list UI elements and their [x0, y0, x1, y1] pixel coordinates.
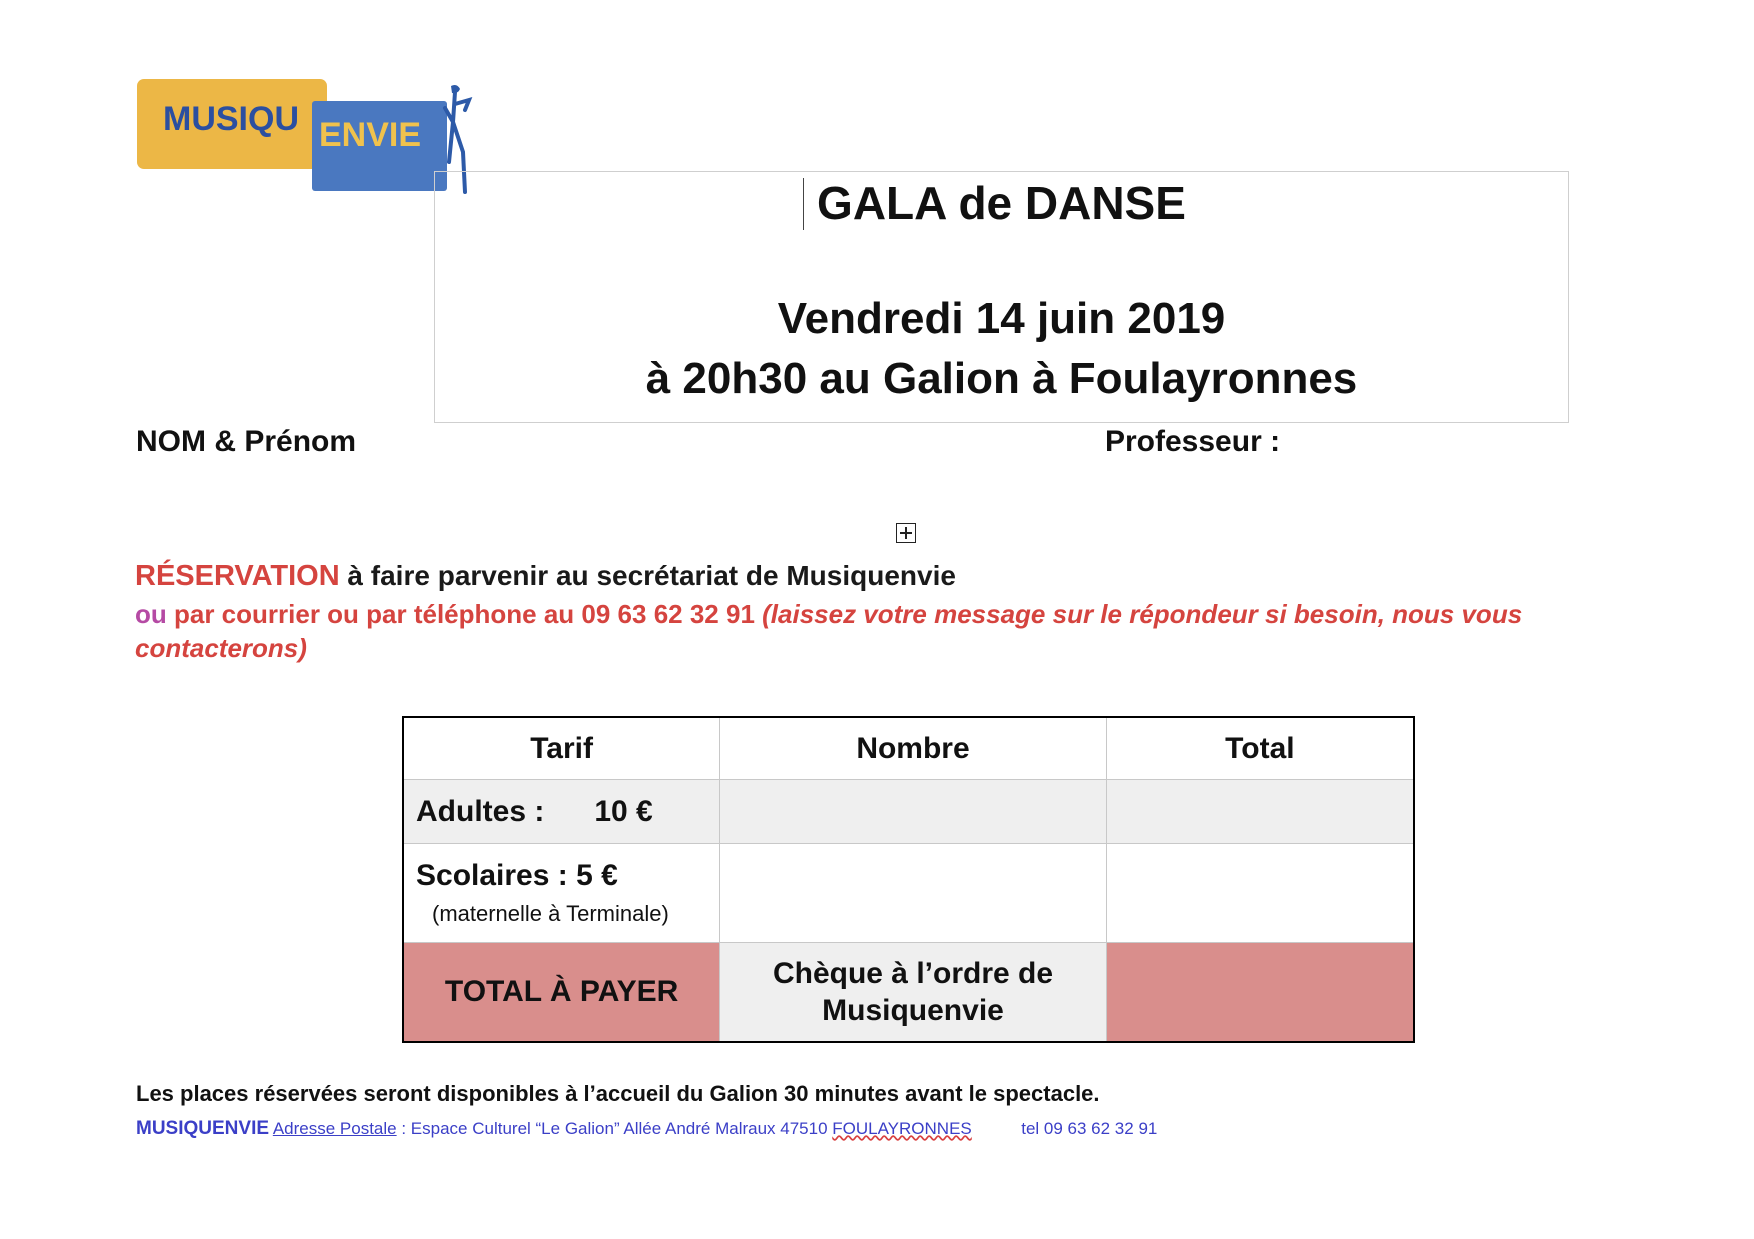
total-label: TOTAL À PAYER	[403, 943, 720, 1043]
cheque-cell	[720, 943, 1107, 1043]
header-nombre: Nombre	[720, 717, 1107, 780]
footer-address-label: Adresse Postale	[272, 1119, 397, 1138]
musiquenvie-logo	[137, 76, 477, 194]
table-anchor-icon[interactable]	[896, 523, 916, 543]
name-label: NOM & Prénom	[136, 425, 357, 458]
cheque-line2: Musiquenvie	[822, 994, 1004, 1027]
scolaires-label: Scolaires : 5 €	[416, 859, 618, 892]
event-title: GALA de DANSE	[817, 177, 1186, 229]
adultes-label: Adultes : 10 €	[403, 780, 720, 844]
table-row-scolaires	[403, 844, 1414, 943]
table-header-row	[403, 717, 1414, 780]
scolaires-cell	[403, 844, 720, 943]
adultes-total-cell[interactable]	[1106, 780, 1414, 844]
table-row-total	[403, 943, 1414, 1043]
logo-text-musiqu: MUSIQU	[163, 100, 299, 138]
footer-tel: tel 09 63 62 32 91	[1021, 1119, 1158, 1138]
header-total: Total	[1106, 717, 1414, 780]
pricing-table	[402, 716, 1415, 1043]
scolaires-nombre-cell[interactable]	[720, 844, 1107, 943]
reservation-note: (laissez votre message sur le répondeur si besoin, nous vous contacterons)	[135, 599, 1523, 663]
total-amount-cell[interactable]	[1106, 943, 1414, 1043]
logo-text-envie: ENVIE	[319, 116, 422, 154]
footer-address: : Espace Culturel “Le Galion” Allée André Malraux 47510	[396, 1119, 833, 1138]
cheque-line1: Chèque à l’ordre de	[772, 957, 1054, 990]
reservation-keyword: RÉSERVATION	[135, 560, 340, 592]
reservation-text: à faire parvenir au secrétariat de Musiquenvie	[339, 560, 956, 591]
reservation-ou: ou	[135, 599, 167, 629]
reservation-phone-line	[135, 597, 1635, 665]
header-tarif: Tarif	[403, 717, 720, 780]
footer	[136, 1118, 1157, 1140]
footer-brand: MUSIQUENVIE	[136, 1118, 270, 1139]
reservation-phone: par courrier ou par téléphone au 09 63 62 32 91	[166, 599, 763, 629]
reservation-line	[135, 560, 956, 593]
event-date: Vendredi 14 juin 2019	[777, 294, 1226, 343]
event-time-place: à 20h30 au Galion à Foulayronnes	[645, 354, 1358, 403]
teacher-label: Professeur :	[1105, 425, 1281, 458]
places-notice: Les places réservées seront disponibles à l’accueil du Galion 30 minutes avant le spectacle.	[136, 1081, 1100, 1106]
scolaires-sublabel: (maternelle à Terminale)	[432, 901, 669, 926]
footer-city: FOULAYRONNES	[832, 1119, 972, 1138]
table-row-adultes	[403, 780, 1414, 844]
adultes-nombre-cell[interactable]	[720, 780, 1107, 844]
scolaires-total-cell[interactable]	[1106, 844, 1414, 943]
